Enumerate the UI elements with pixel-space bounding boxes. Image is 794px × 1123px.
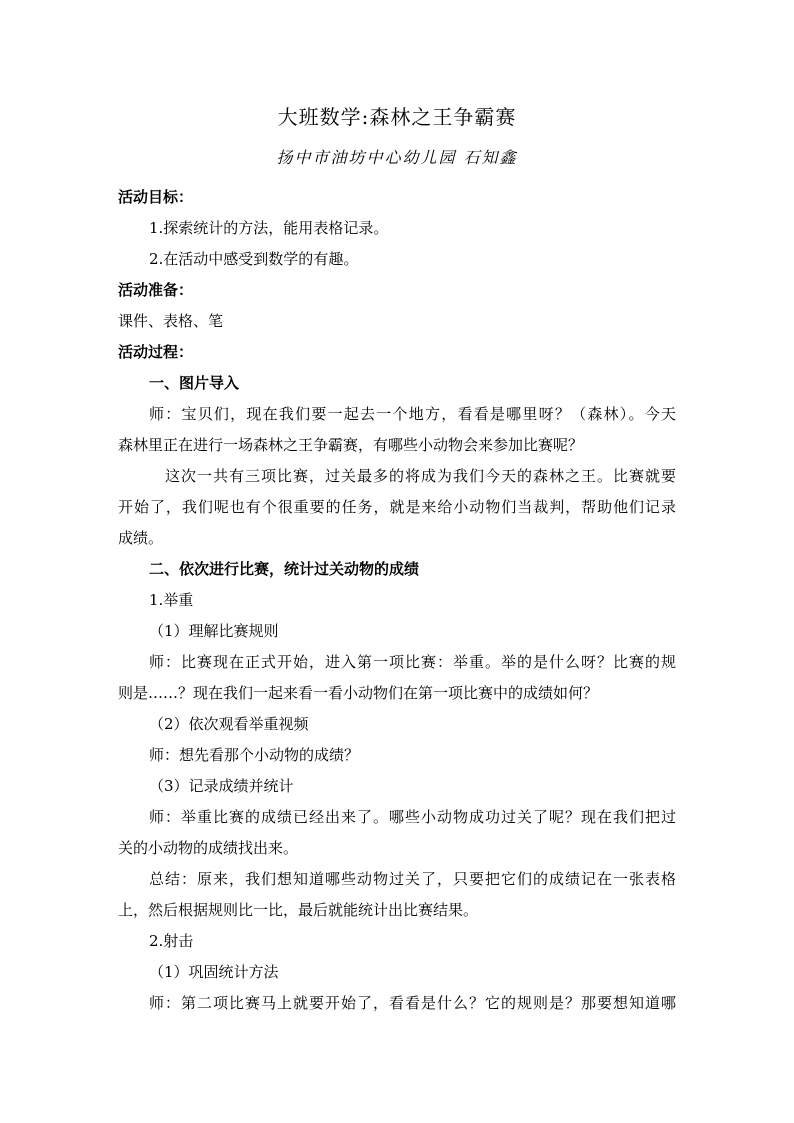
document-author: 扬中市油坊中心幼儿园 石知鑫: [276, 148, 518, 167]
paragraph-line: 则是……？现在我们一起来看一看小动物们在第一项比赛中的成绩如何？: [118, 684, 599, 702]
subsection-weightlifting: 1.举重: [149, 591, 194, 609]
paragraph-line: 森林里正在进行一场森林之王争霸赛，有哪些小动物会来参加比赛呢？: [118, 436, 584, 454]
subsection-shooting: 2.射击: [149, 932, 194, 950]
paragraph-line: 师：想先看那个小动物的成绩？: [149, 746, 360, 764]
goal-item-1: 1.探索统计的方法，能用表格记录。: [149, 219, 389, 237]
paragraph-line: 师：举重比赛的成绩已经出来了。哪些小动物成功过关了呢？现在我们把过: [149, 808, 676, 826]
paragraph-line: 成绩。: [118, 529, 164, 547]
paragraph-line: 师：比赛现在正式开始，进入第一项比赛：举重。举的是什么呀？比赛的规: [149, 653, 676, 671]
paragraph-line: 上，然后根据规则比一比，最后就能统计出比赛结果。: [118, 901, 479, 919]
paragraph-line: 开始了，我们呢也有个很重要的任务，就是来给小动物们当裁判，帮助他们记录: [118, 498, 676, 516]
section-heading-1: 一、图片导入: [149, 374, 240, 392]
paragraph-line: 总结：原来，我们想知道哪些动物过关了，只要把它们的成绩记在一张表格: [149, 870, 676, 888]
goal-item-2: 2.在活动中感受到数学的有趣。: [149, 250, 359, 268]
paragraph-line: 这次一共有三项比赛，过关最多的将成为我们今天的森林之王。比赛就要: [165, 467, 676, 485]
step-item: （1）巩固统计方法: [149, 963, 279, 981]
step-item: （1）理解比赛规则: [149, 622, 279, 640]
document-title: 大班数学:森林之王争霸赛: [277, 105, 517, 129]
section-heading-2: 二、依次进行比赛，统计过关动物的成绩: [149, 560, 420, 578]
preparation-text: 课件、表格、笔: [118, 312, 224, 330]
heading-activity-goals: 活动目标：: [118, 188, 194, 206]
step-item: （3）记录成绩并统计: [149, 777, 294, 795]
paragraph-line: 关的小动物的成绩找出来。: [118, 839, 299, 857]
paragraph-line: 师：宝贝们，现在我们要一起去一个地方，看看是哪里呀？（森林）。今天: [149, 405, 676, 423]
heading-activity-process: 活动过程：: [118, 343, 194, 361]
paragraph-line: 师：第二项比赛马上就要开始了，看看是什么？它的规则是？那要想知道哪: [149, 994, 676, 1012]
heading-activity-preparation: 活动准备：: [118, 281, 194, 299]
step-item: （2）依次观看举重视频: [149, 715, 309, 733]
